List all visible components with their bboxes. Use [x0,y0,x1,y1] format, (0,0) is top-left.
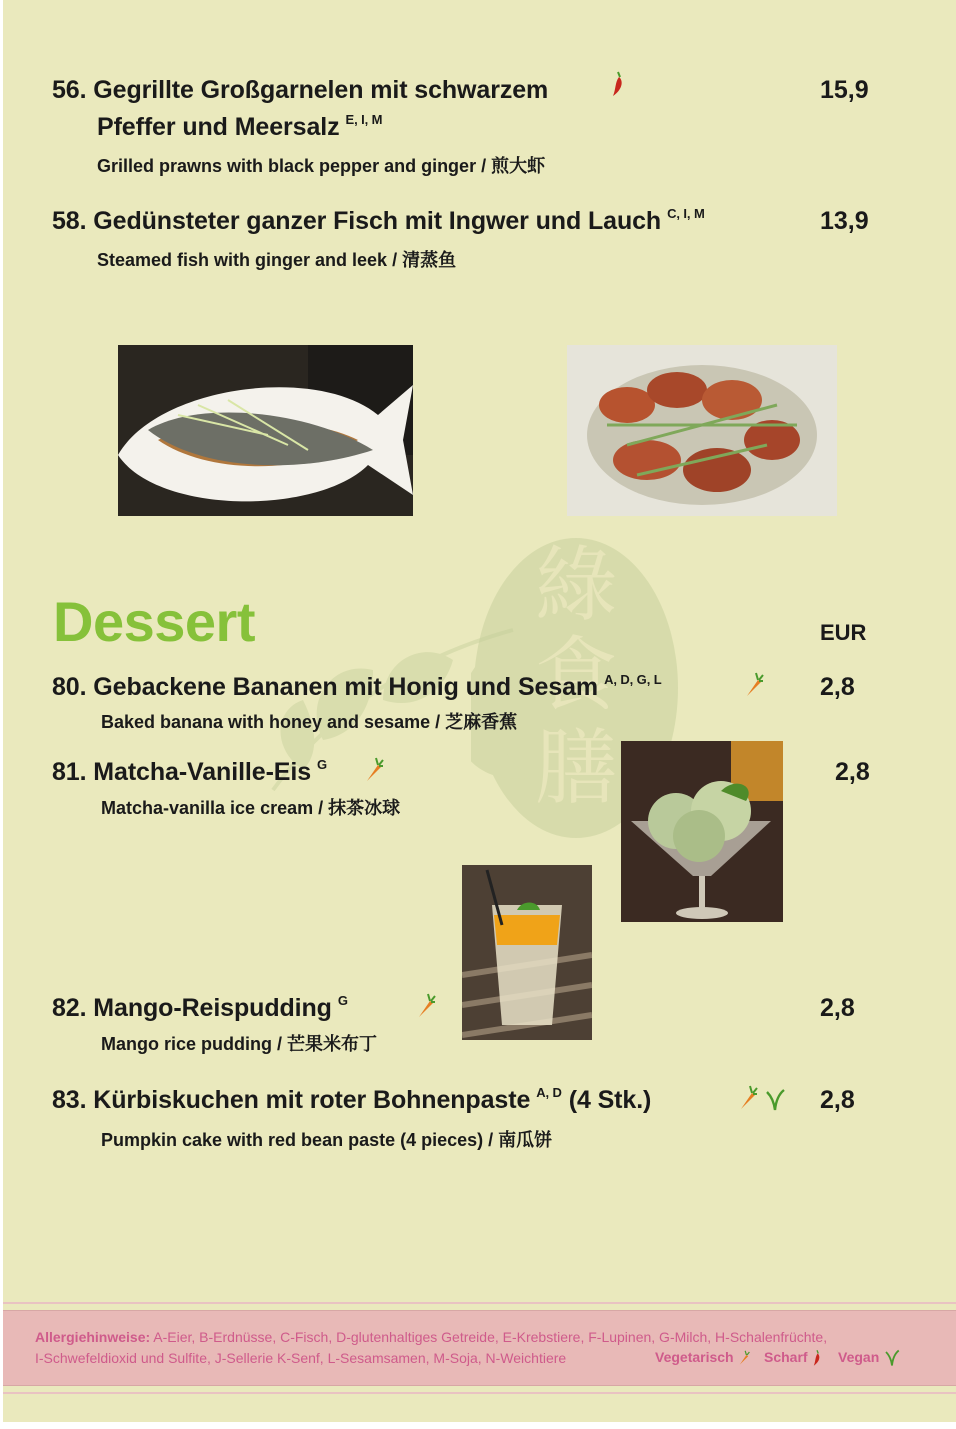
menu-item-56-name: 56. Gegrillte Großgarnelen mit schwarzem [52,76,549,104]
sprout-icon [765,1088,785,1112]
menu-item-82-price: 2,8 [820,994,855,1022]
menu-item-82-name: 82. Mango-Reispudding $^G$ [52,993,348,1022]
menu-item-58-translation: Steamed fish with ginger and leek / 清蒸鱼 [97,250,457,270]
steamed-fish-photo [118,345,413,516]
menu-item-80-name: 80. Gebackene Bananen mit Honig und Sesam $^{A, D, G, L}$ [52,672,662,701]
menu-item-58-name: 58. Gedünsteter ganzer Fisch mit Ingwer und Lauch $^{C, I, M}$ [52,206,705,235]
allergen-line-2: I-Schwefeldioxid und Sulfite, J-Sellerie K-Senf, L-Sesamsamen, M-Soja, N-Weichtiere [35,1350,567,1366]
svg-text:綠: 綠 [534,538,618,633]
menu-item-58-allergens: C, I, M [667,206,705,221]
menu-item-56-allergens: E, I, M [345,112,383,127]
menu-item-82-translation: Mango rice pudding / 芒果米布丁 [101,1034,377,1054]
carrot-icon [738,1085,758,1111]
legend-vegetarian: Vegetarisch [655,1349,750,1367]
section-title-dessert: Dessert [53,590,255,653]
svg-text:食: 食 [534,628,618,723]
chili-icon [811,1349,823,1367]
legend-spicy: Scharf [764,1349,823,1367]
allergen-footer [3,1310,956,1386]
menu-item-58-price: 13,9 [820,207,869,235]
allergen-title: Allergiehinweise: [35,1329,151,1345]
currency-label: EUR [820,620,867,645]
menu-item-56-translation: Grilled prawns with black pepper and ginger / 煎大虾 [97,156,546,176]
menu-item-83-translation: Pumpkin cake with red bean paste (4 pieces) / 南瓜饼 [101,1130,553,1150]
menu-item-82-allergens: G [337,993,348,1008]
matcha-ice-cream-photo [621,741,783,922]
menu-item-56-price: 15,9 [820,76,869,104]
menu-item-81-name: 81. Matcha-Vanille-Eis $^G$ [52,757,328,786]
footer-divider-top [3,1302,956,1304]
carrot-icon [744,672,764,698]
menu-item-83-name: 83. Kürbiskuchen mit roter Bohnenpaste $^{A, D}$ (4 Stk.) [52,1085,652,1114]
menu-item-80-allergens: A, D, G, L [604,672,662,687]
allergen-line-1: Allergiehinweise: A-Eier, B-Erdnüsse, C-Fisch, D-glutenhaltiges Getreide, E-Krebstiere, F-Lupinen, G-Milch, H-Schalenfrüchte, [35,1329,828,1345]
svg-text:膳: 膳 [534,721,618,816]
carrot-icon [738,1349,750,1367]
chili-icon [609,70,627,98]
menu-item-56-name-line2: Pfeffer und Meersalz $^{E, I, M}$ [97,112,383,141]
menu-item-83-price: 2,8 [820,1086,855,1114]
mango-pudding-photo [462,865,592,1040]
menu-sheet [3,0,956,1422]
legend-vegan: Vegan [838,1349,901,1367]
menu-item-80-translation: Baked banana with honey and sesame / 芝麻香蕉 [101,712,518,732]
menu-item-83-allergens: A, D [536,1085,562,1100]
menu-item-81-translation: Matcha-vanilla ice cream / 抹茶冰球 [101,798,401,818]
menu-item-81-price: 2,8 [835,758,870,786]
sprout-icon [883,1349,901,1367]
grilled-prawns-photo [567,345,837,516]
carrot-icon [364,757,384,783]
menu-item-80-price: 2,8 [820,673,855,701]
carrot-icon [416,993,436,1019]
footer-divider-bottom [3,1392,956,1394]
menu-item-81-allergens: G [317,757,328,772]
